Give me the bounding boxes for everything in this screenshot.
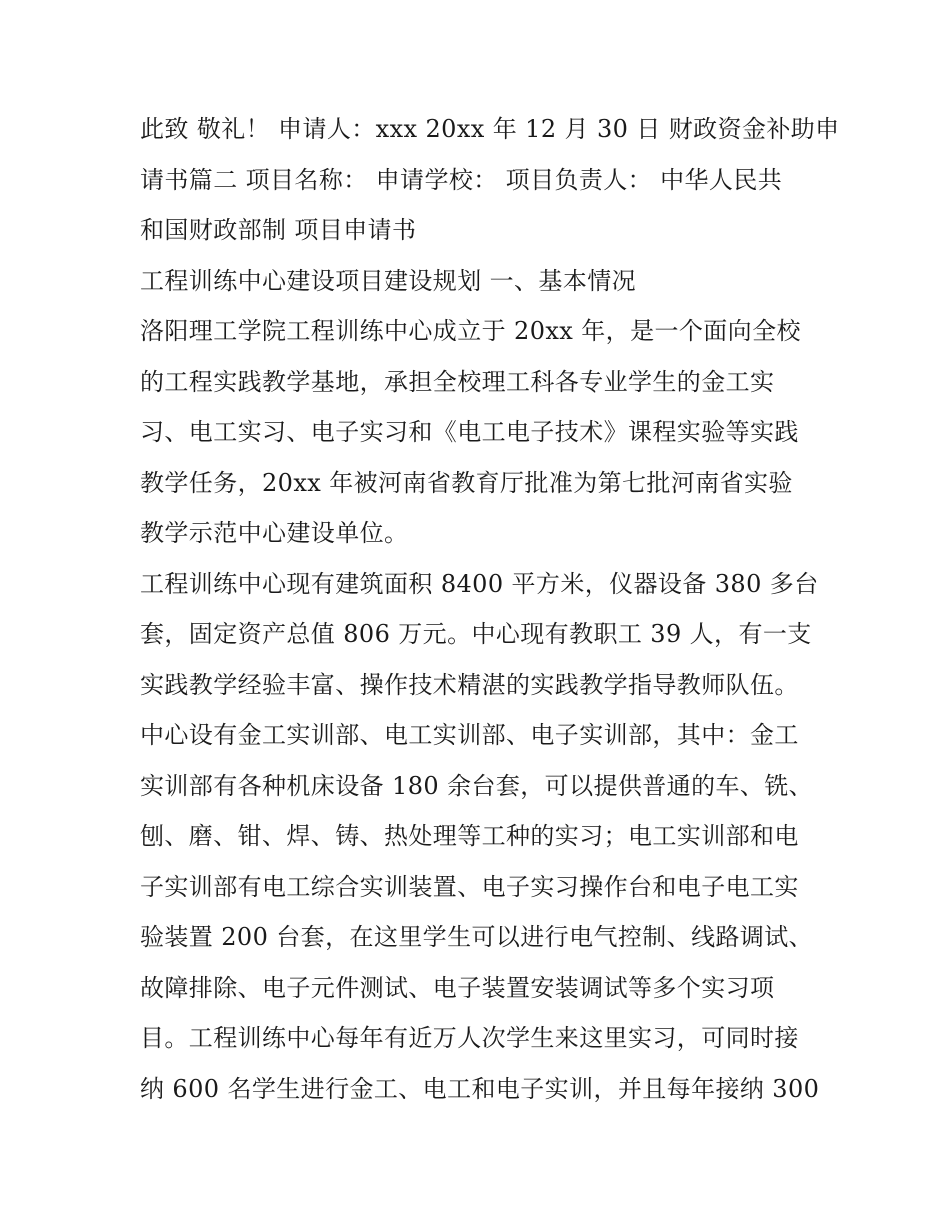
text-line: 目。工程训练中心每年有近万人次学生来这里实习，可同时接 xyxy=(140,1024,799,1052)
section-heading-line: 工程训练中心建设项目建设规划 一、基本情况 xyxy=(140,266,637,295)
text-line: 实践教学经验丰富、操作技术精湛的实践教学指导教师队伍。 xyxy=(140,670,799,699)
text-line: 中心设有金工实训部、电工实训部、电子实训部，其中：金工 xyxy=(140,721,799,749)
text-line: 套，固定资产总值 806 万元。中心现有教职工 39 人，有一支 xyxy=(140,620,812,648)
text-line: 纳 600 名学生进行金工、电工和电子实训，并且每年接纳 300 xyxy=(140,1074,820,1103)
text-line: 和国财政部制 项目申请书 xyxy=(140,216,417,244)
text-line: 故障排除、电子元件测试、电子装置安装调试等多个实习项 xyxy=(140,973,775,1002)
text-line: 教学任务，20xx 年被河南省教育厅批准为第七批河南省实验 xyxy=(140,468,793,497)
text-line: 此致 敬礼！ 申请人：xxx 20xx 年 12 月 30 日 财政资金补助申 xyxy=(140,115,840,143)
text-line: 教学示范中心建设单位。 xyxy=(140,519,409,547)
text-line: 实训部有各种机床设备 180 余台套，可以提供普通的车、铣、 xyxy=(140,771,814,800)
text-line: 习、电工实习、电子实习和《电工电子技术》课程实验等实践 xyxy=(140,418,799,446)
text-line: 验装置 200 台套，在这里学生可以进行电气控制、线路调试、 xyxy=(140,923,814,951)
text-line: 洛阳理工学院工程训练中心成立于 20xx 年，是一个面向全校 xyxy=(140,317,801,345)
document-body xyxy=(140,104,840,1114)
text-line: 刨、磨、钳、焊、铸、热处理等工种的实习；电工实训部和电 xyxy=(140,822,799,850)
text-line: 工程训练中心现有建筑面积 8400 平方米，仪器设备 380 多台 xyxy=(140,569,819,598)
text-line: 请书篇二 项目名称： 申请学校： 项目负责人： 中华人民共 xyxy=(140,165,783,194)
text-line: 子实训部有电工综合实训装置、电子实习操作台和电子电工实 xyxy=(140,872,799,901)
text-line: 的工程实践教学基地，承担全校理工科各专业学生的金工实 xyxy=(140,367,775,396)
